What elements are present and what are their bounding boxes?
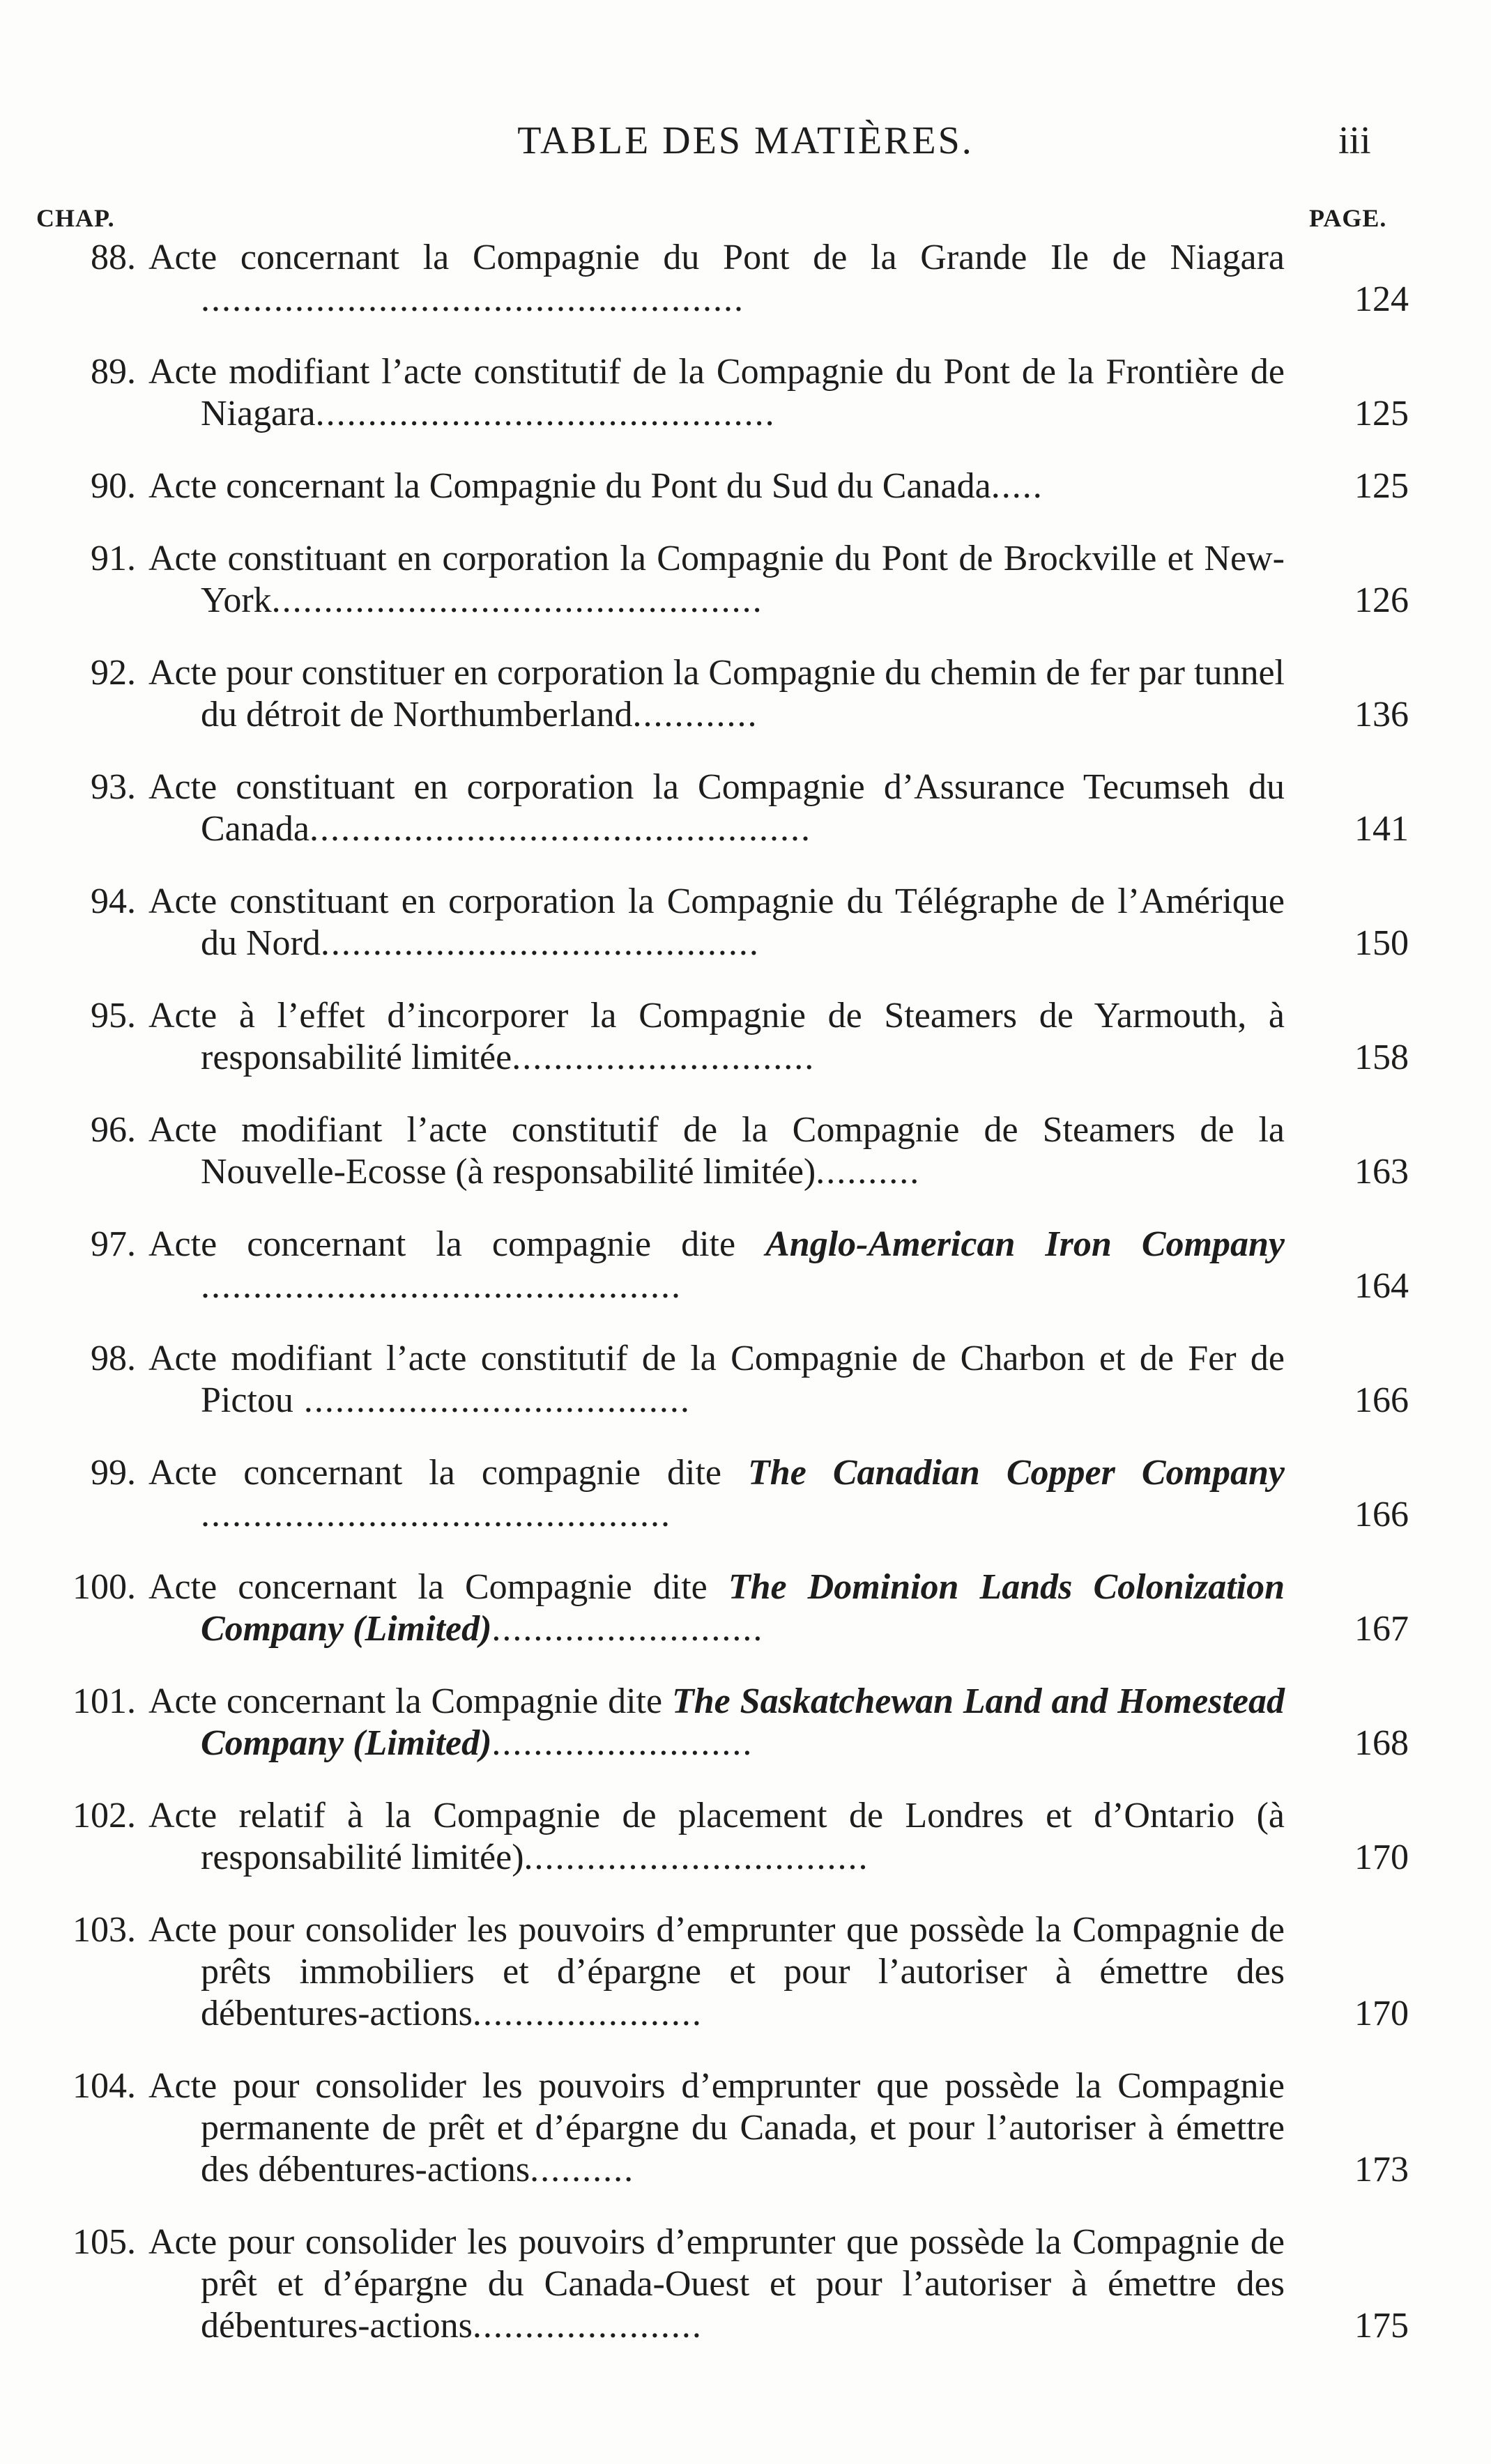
page-reference: 168 [1354, 1723, 1409, 1763]
column-heading-page: PAGE. [1309, 204, 1387, 232]
chapter-title-text: Acte pour consolider les pouvoirs d’emprunter que possède la Compagnie de prêt et d’épargne du Canada-Ouest et pour l’autoriser à émettre des débentures-actions [148, 2222, 1285, 2346]
chapter-title [148, 767, 1285, 850]
toc-entry [0, 1909, 1491, 2035]
chapter-title [148, 351, 1285, 435]
page-reference: 166 [1354, 1380, 1409, 1420]
toc-entry [0, 538, 1491, 622]
company-name-suffix: (Limited) [353, 1609, 492, 1649]
table-of-contents [0, 237, 1491, 2378]
chapter-number: 101. [72, 1681, 136, 1721]
chapter-title [148, 2065, 1285, 2191]
chapter-title [148, 465, 1285, 507]
dot-leader: ............................. [512, 1038, 816, 1077]
chapter-title-text: Acte concernant la compagnie dite [148, 1224, 736, 1264]
toc-entry [0, 1338, 1491, 1422]
page-reference: 158 [1354, 1038, 1409, 1077]
chapter-number: 100. [72, 1567, 136, 1607]
page-number: iii [1338, 119, 1371, 162]
chapter-title-text: Acte pour consolider les pouvoirs d’emprunter que possède la Compagnie permanente de prêt et d’épargne du Canada, et pour l’autoriser à émettre des débentures-actions [148, 2066, 1285, 2189]
chapter-title-text: Acte constituant en corporation la Compagnie du Télégraphe de l’Amérique du Nord [148, 881, 1285, 963]
page-reference: 125 [1354, 466, 1409, 506]
chapter-title [148, 538, 1285, 622]
page-reference: 125 [1354, 394, 1409, 433]
chapter-title [148, 995, 1285, 1079]
chapter-title [148, 1909, 1285, 2035]
dot-leader: .............................................. [201, 1266, 682, 1306]
dot-leader: .......... [816, 1152, 921, 1192]
chapter-title-text: Acte concernant la Compagnie du Pont du Sud du Canada [148, 466, 991, 506]
chapter-number: 92. [91, 653, 136, 693]
chapter-number: 105. [72, 2222, 136, 2262]
page-reference: 136 [1354, 695, 1409, 734]
page-reference: 163 [1354, 1152, 1409, 1192]
toc-entry [0, 1681, 1491, 1764]
dot-leader: .......... [530, 2150, 635, 2189]
company-name-italic: The Dominion Lands Colonization Company [201, 1567, 1285, 1649]
chapter-number: 91. [91, 539, 136, 578]
toc-entry [0, 1224, 1491, 1307]
chapter-title [148, 2222, 1285, 2347]
chapter-title-text: Acte constituant en corporation la Compagnie du Pont de Brockville et New-York [148, 539, 1285, 620]
dot-leader: ...................... [472, 2306, 703, 2346]
chapter-title-text: Acte concernant la Compagnie dite [148, 1681, 663, 1721]
dot-leader: .......................................... [320, 923, 760, 963]
toc-entry [0, 2222, 1491, 2347]
dot-leader: ............................................ [315, 394, 776, 433]
chapter-title-text: Acte pour constituer en corporation la Compagnie du chemin de fer par tunnel du détroit de Northumberland [148, 653, 1285, 734]
chapter-number: 98. [91, 1339, 136, 1378]
chapter-title-text: Acte modifiant l’acte constitutif de la Compagnie de Steamers de la Nouvelle-Ecosse (à responsabilité limitée) [148, 1110, 1285, 1192]
page-reference: 170 [1354, 1994, 1409, 2033]
chapter-title-text: Acte modifiant l’acte constitutif de la Compagnie du Pont de la Frontière de Niagara [148, 352, 1285, 433]
chapter-title [148, 1338, 1285, 1422]
page-reference: 141 [1354, 809, 1409, 849]
page-reference: 126 [1354, 580, 1409, 620]
chapter-title-text: Acte concernant la Compagnie du Pont de la Grande Ile de Niagara [148, 238, 1285, 277]
chapter-title [148, 1681, 1285, 1764]
chapter-number: 90. [91, 466, 136, 506]
chapter-number: 104. [72, 2066, 136, 2106]
chapter-title [148, 881, 1285, 964]
chapter-title [148, 1566, 1285, 1650]
chapter-title-text: Acte concernant la Compagnie dite [148, 1567, 708, 1607]
chapter-number: 94. [91, 881, 136, 921]
chapter-number: 102. [72, 1796, 136, 1835]
page-reference: 173 [1354, 2150, 1409, 2189]
company-name-suffix: (Limited) [353, 1723, 492, 1763]
dot-leader: ................................. [523, 1838, 869, 1877]
dot-leader: ..... [991, 466, 1043, 506]
chapter-number: 99. [91, 1453, 136, 1493]
chapter-number: 95. [91, 996, 136, 1035]
chapter-number: 96. [91, 1110, 136, 1150]
dot-leader: ...................... [472, 1994, 703, 2033]
toc-entry [0, 767, 1491, 850]
chapter-title [148, 652, 1285, 736]
dot-leader: ............................................. [201, 1495, 671, 1534]
dot-leader: .................................................... [201, 279, 744, 319]
dot-leader: .......................... [491, 1609, 764, 1649]
page-reference: 164 [1354, 1266, 1409, 1306]
page-reference: 170 [1354, 1838, 1409, 1877]
page-reference: 167 [1354, 1609, 1409, 1649]
toc-entry [0, 237, 1491, 321]
company-name-italic: Anglo-American Iron Company [765, 1224, 1285, 1264]
chapter-title [148, 1452, 1285, 1536]
toc-entry [0, 1109, 1491, 1193]
toc-entry [0, 1566, 1491, 1650]
toc-entry [0, 1795, 1491, 1879]
chapter-number: 103. [72, 1910, 136, 1950]
toc-entry [0, 465, 1491, 507]
chapter-title-text: Acte concernant la compagnie dite [148, 1453, 721, 1493]
toc-entry [0, 351, 1491, 435]
chapter-title-text: Acte pour consolider les pouvoirs d’emprunter que possède la Compagnie de prêts immobiliers et d’épargne et pour l’autoriser à émettre des débentures-actions [148, 1910, 1285, 2033]
chapter-number: 93. [91, 767, 136, 807]
page-reference: 175 [1354, 2306, 1409, 2346]
chapter-number: 88. [91, 238, 136, 277]
chapter-title [148, 237, 1285, 321]
toc-entry [0, 1452, 1491, 1536]
chapter-title-text: Acte à l’effet d’incorporer la Compagnie de Steamers de Yarmouth, à responsabilité limitée [148, 996, 1285, 1077]
chapter-title-text: Acte constituant en corporation la Compagnie d’Assurance Tecumseh du Canada [148, 767, 1285, 849]
toc-entry [0, 652, 1491, 736]
chapter-title-text: Acte relatif à la Compagnie de placement de Londres et d’Ontario (à responsabilité limitée) [148, 1796, 1285, 1877]
chapter-number: 97. [91, 1224, 136, 1264]
toc-entry [0, 995, 1491, 1079]
running-title: TABLE DES MATIÈRES. [517, 119, 974, 162]
company-name-italic: The Canadian Copper Company [748, 1453, 1285, 1493]
dot-leader: ............................................... [271, 580, 763, 620]
toc-entry [0, 881, 1491, 964]
dot-leader: ..................................... [293, 1380, 691, 1420]
chapter-number: 89. [91, 352, 136, 392]
column-heading-chap: CHAP. [36, 204, 115, 232]
page-reference: 124 [1354, 279, 1409, 319]
chapter-title [148, 1109, 1285, 1193]
chapter-title [148, 1795, 1285, 1879]
company-name-italic: The Saskatchewan Land and Homestead Company [201, 1681, 1285, 1763]
page-reference: 166 [1354, 1495, 1409, 1534]
toc-entry [0, 2065, 1491, 2191]
page-reference: 150 [1354, 923, 1409, 963]
dot-leader: ............ [632, 695, 758, 734]
chapter-title-text: Acte modifiant l’acte constitutif de la Compagnie de Charbon et de Fer de Pictou [148, 1339, 1285, 1420]
dot-leader: ................................................ [309, 809, 811, 849]
dot-leader: ......................... [491, 1723, 754, 1763]
chapter-title [148, 1224, 1285, 1307]
